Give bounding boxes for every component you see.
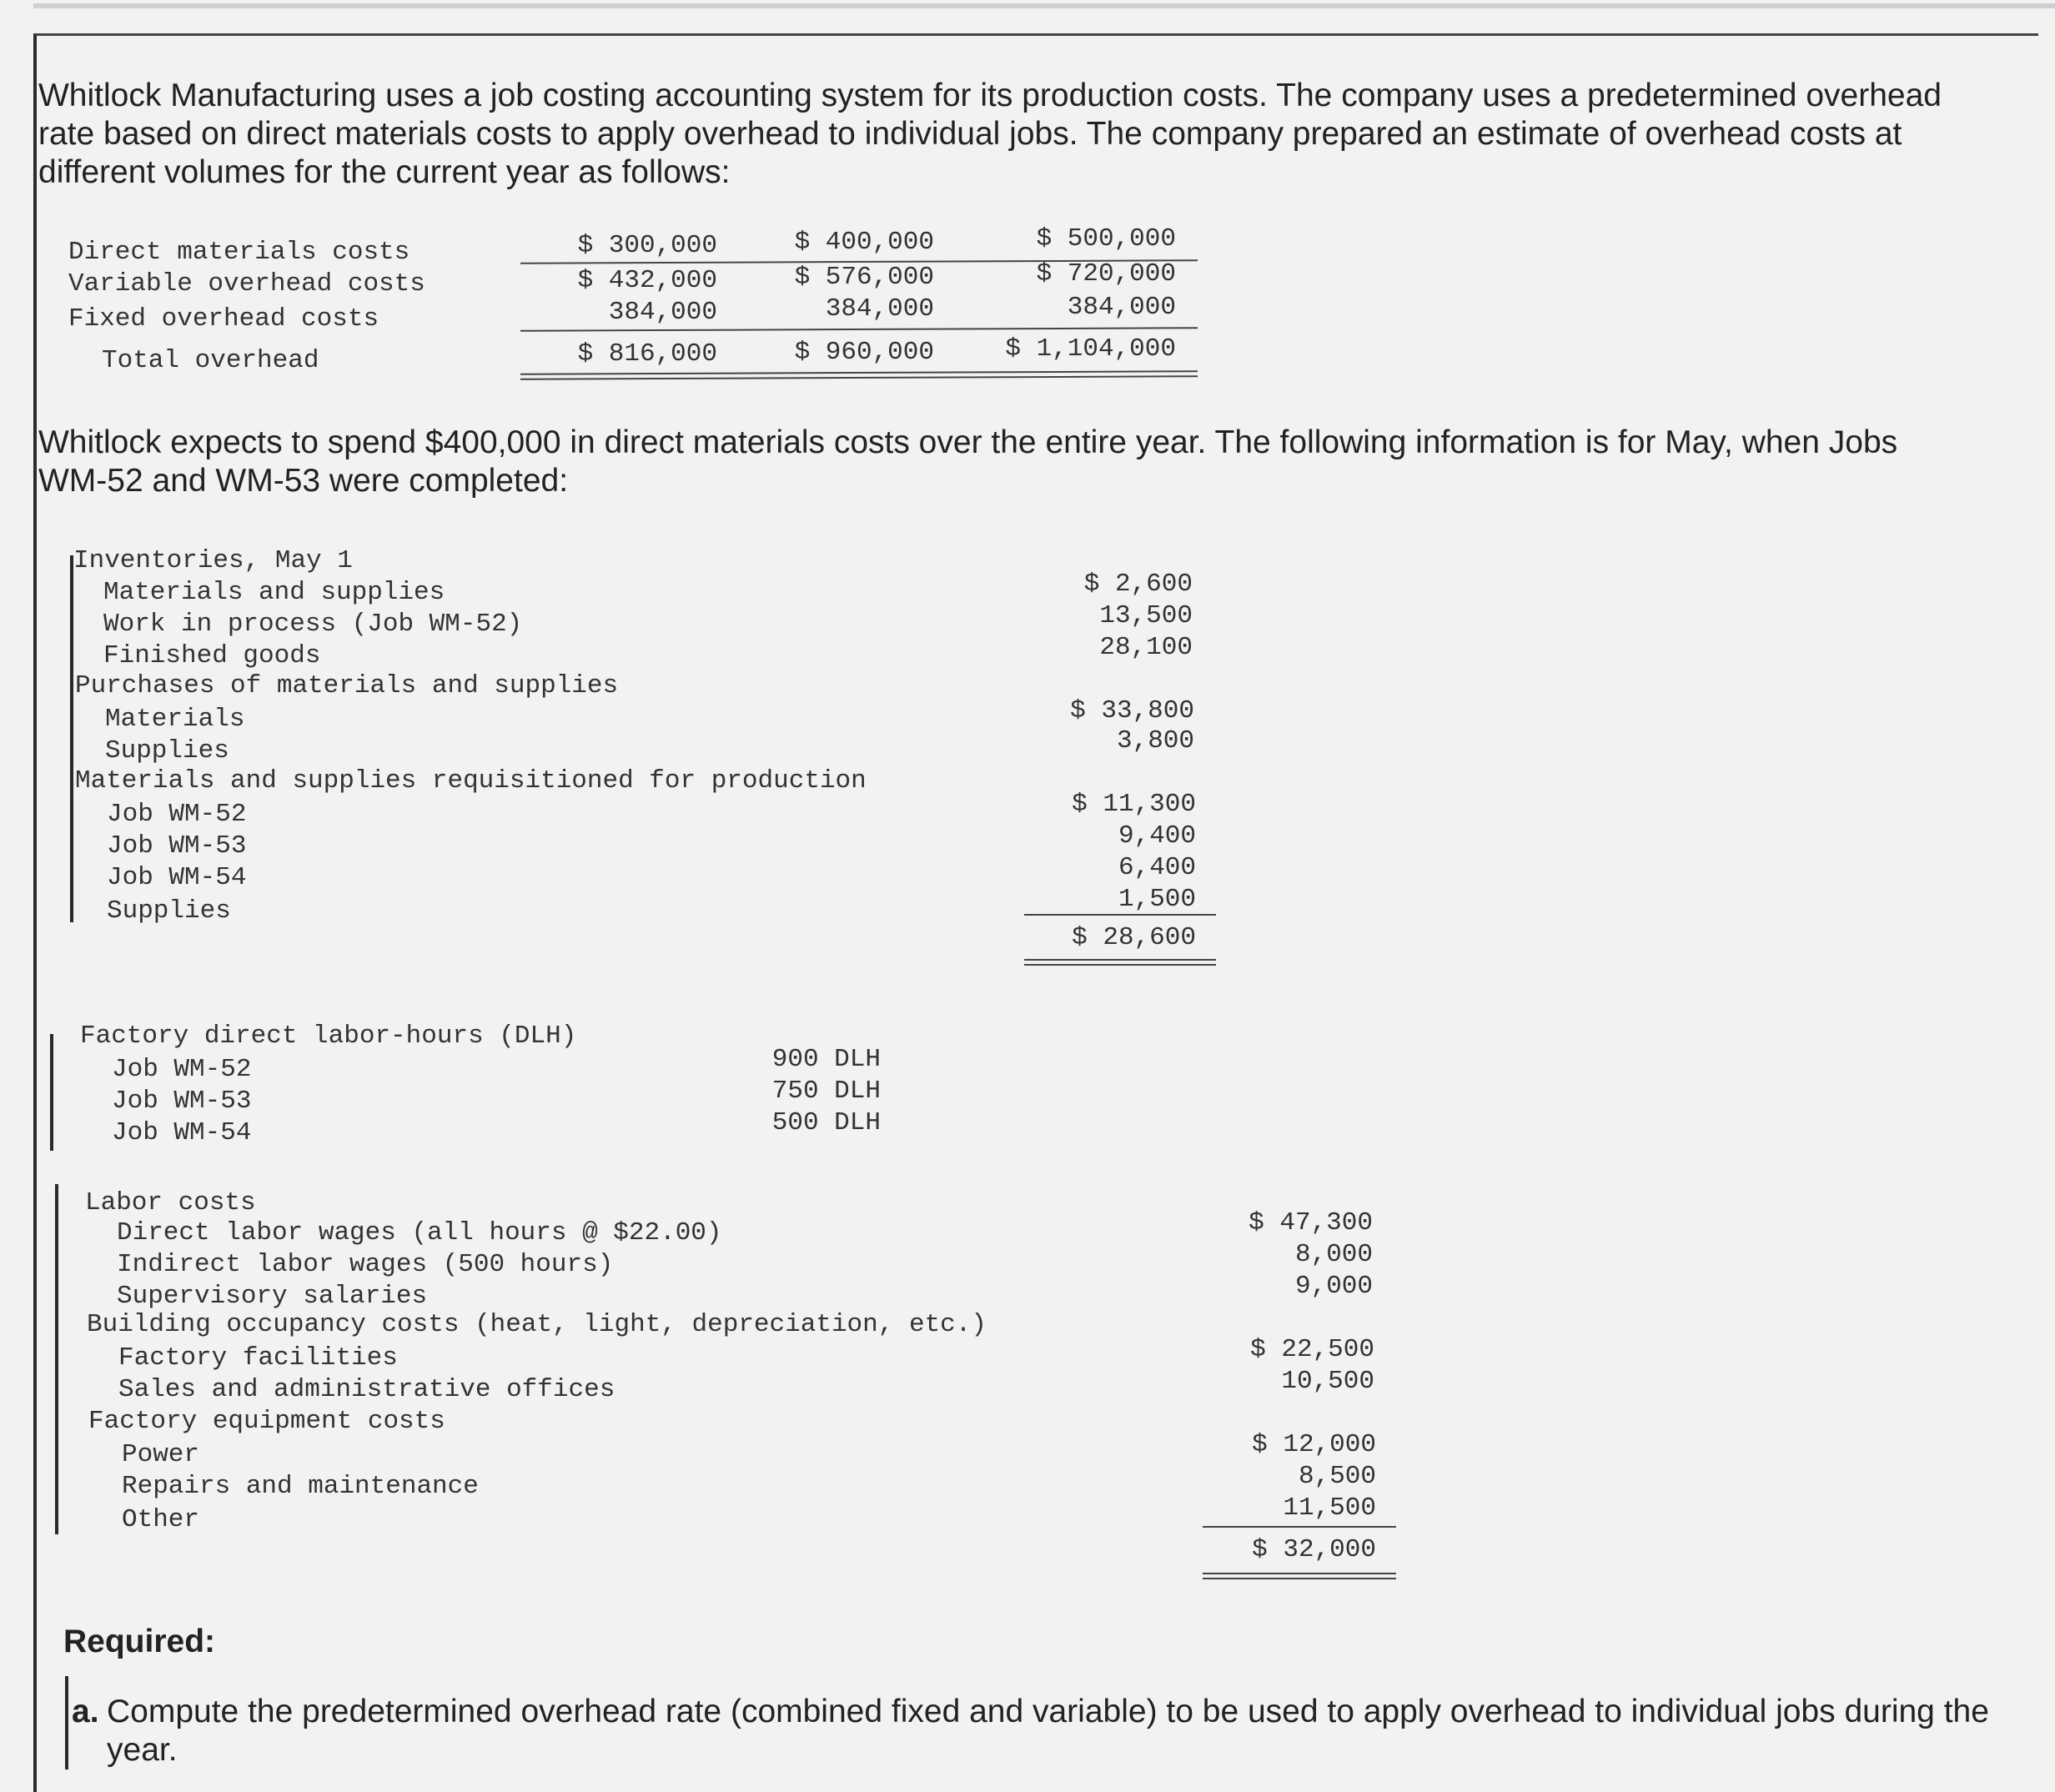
estimate-dm-col1: $ 300,000	[577, 231, 717, 260]
repairs-label: Repairs and maintenance	[122, 1472, 479, 1501]
purchases-supplies-label: Supplies	[105, 736, 229, 765]
requisition-heading: Materials and supplies requisitioned for production	[75, 766, 867, 796]
estimate-label-direct-materials: Direct materials costs	[68, 238, 410, 267]
finished-goods-value: 28,100	[1099, 633, 1193, 662]
intro-line-3: different volumes for the current year as follows:	[38, 154, 731, 190]
sales-admin-label: Sales and administrative offices	[118, 1375, 615, 1404]
other-value: 11,500	[1283, 1493, 1376, 1523]
repairs-value: 8,500	[1298, 1462, 1376, 1491]
dlh-wm52-value: 900 DLH	[771, 1045, 881, 1074]
item-a-line-2: year.	[107, 1732, 178, 1768]
req-subtotal-rule	[1024, 914, 1216, 916]
estimate-total-col1: $ 816,000	[577, 339, 717, 369]
estimate-vo-col3: $ 720,000	[1036, 259, 1176, 289]
estimate-total-col3: $ 1,104,000	[1005, 334, 1176, 364]
required-side-rule	[65, 1676, 68, 1769]
req-wm53-value: 9,400	[1118, 821, 1196, 851]
estimate-total-col2: $ 960,000	[794, 338, 934, 367]
may-data-side-rule	[70, 555, 73, 922]
may-intro-paragraph	[38, 424, 2040, 500]
req-wm54-label: Job WM-54	[107, 863, 247, 892]
item-a-marker: a.	[72, 1694, 99, 1729]
req-double-rule	[1024, 959, 1216, 966]
top-edge	[33, 3, 2055, 8]
equipment-heading: Factory equipment costs	[88, 1407, 445, 1436]
may-intro-line-2: WM-52 and WM-53 were completed:	[38, 463, 569, 499]
sales-admin-value: 10,500	[1281, 1367, 1374, 1396]
intro-line-2: rate based on direct materials costs to apply overhead to individual jobs. The company prepared an estimate of overhead costs at	[38, 116, 1902, 152]
building-heading: Building occupancy costs (heat, light, depreciation, etc.)	[87, 1310, 987, 1339]
estimate-label-total-overhead: Total overhead	[102, 346, 319, 375]
inventories-heading: Inventories, May 1	[73, 546, 353, 575]
dlh-heading: Factory direct labor-hours (DLH)	[80, 1021, 577, 1051]
req-total-value: $ 28,600	[1072, 923, 1196, 952]
req-wm53-label: Job WM-53	[107, 831, 247, 861]
estimate-fo-col3: 384,000	[1067, 293, 1176, 322]
labor-costs-heading: Labor costs	[85, 1188, 256, 1217]
purchases-materials-value: $ 33,800	[1070, 696, 1194, 725]
estimate-label-variable-overhead: Variable overhead costs	[68, 269, 425, 299]
costs-side-rule	[55, 1184, 58, 1534]
wip-value: 13,500	[1099, 601, 1193, 630]
intro-line-1: Whitlock Manufacturing uses a job costing accounting system for its production costs. The company uses a predetermined overhead	[38, 78, 1942, 113]
materials-supplies-label: Materials and supplies	[103, 578, 445, 607]
wip-label: Work in process (Job WM-52)	[103, 610, 523, 639]
purchases-materials-label: Materials	[105, 705, 245, 734]
dlh-wm54-value: 500 DLH	[771, 1108, 881, 1137]
estimate-vo-col2: $ 576,000	[794, 263, 934, 292]
other-label: Other	[122, 1505, 200, 1534]
dlh-wm52-label: Job WM-52	[112, 1055, 252, 1084]
estimate-fo-col1: 384,000	[608, 298, 717, 327]
purchases-heading: Purchases of materials and supplies	[75, 671, 619, 700]
indirect-labor-value: 8,000	[1294, 1240, 1373, 1269]
dlh-side-rule	[50, 1034, 53, 1151]
req-wm52-label: Job WM-52	[107, 800, 247, 829]
req-supplies-label: Supplies	[107, 896, 231, 926]
factory-facilities-label: Factory facilities	[118, 1343, 398, 1373]
req-supplies-value: 1,500	[1118, 885, 1196, 914]
finished-goods-label: Finished goods	[103, 641, 321, 670]
factory-facilities-value: $ 22,500	[1250, 1335, 1374, 1364]
purchases-supplies-value: 3,800	[1116, 726, 1194, 755]
estimate-fo-col2: 384,000	[825, 294, 934, 324]
item-a-line-1: Compute the predetermined overhead rate (combined fixed and variable) to be used to apply overhead to individual jobs during the	[107, 1694, 1989, 1729]
req-wm52-value: $ 11,300	[1072, 790, 1196, 819]
item-a-text	[107, 1693, 2042, 1769]
estimate-dm-col2: $ 400,000	[794, 228, 934, 257]
req-wm54-value: 6,400	[1118, 853, 1196, 882]
estimate-label-fixed-overhead: Fixed overhead costs	[68, 304, 379, 334]
direct-labor-label: Direct labor wages (all hours @ $22.00)	[117, 1218, 722, 1247]
power-label: Power	[122, 1440, 200, 1469]
equipment-double-rule	[1203, 1573, 1396, 1579]
direct-labor-value: $ 47,300	[1249, 1208, 1373, 1237]
required-heading: Required:	[63, 1624, 216, 1659]
indirect-labor-label: Indirect labor wages (500 hours)	[117, 1250, 614, 1279]
dlh-wm54-label: Job WM-54	[112, 1118, 252, 1147]
supervisory-label: Supervisory salaries	[117, 1282, 428, 1311]
dlh-wm53-value: 750 DLH	[771, 1077, 881, 1106]
materials-supplies-value: $ 2,600	[1083, 570, 1193, 599]
equipment-subtotal-rule	[1203, 1526, 1396, 1528]
may-intro-line-1: Whitlock expects to spend $400,000 in direct materials costs over the entire year. The following information is for May, when Jobs	[38, 424, 1898, 460]
intro-paragraph	[38, 77, 2040, 192]
supervisory-value: 9,000	[1294, 1272, 1373, 1301]
power-value: $ 12,000	[1252, 1430, 1376, 1459]
dlh-wm53-label: Job WM-53	[112, 1087, 252, 1116]
estimate-dm-col3: $ 500,000	[1036, 224, 1176, 253]
equipment-total-value: $ 32,000	[1252, 1535, 1376, 1564]
estimate-vo-col1: $ 432,000	[577, 266, 717, 295]
